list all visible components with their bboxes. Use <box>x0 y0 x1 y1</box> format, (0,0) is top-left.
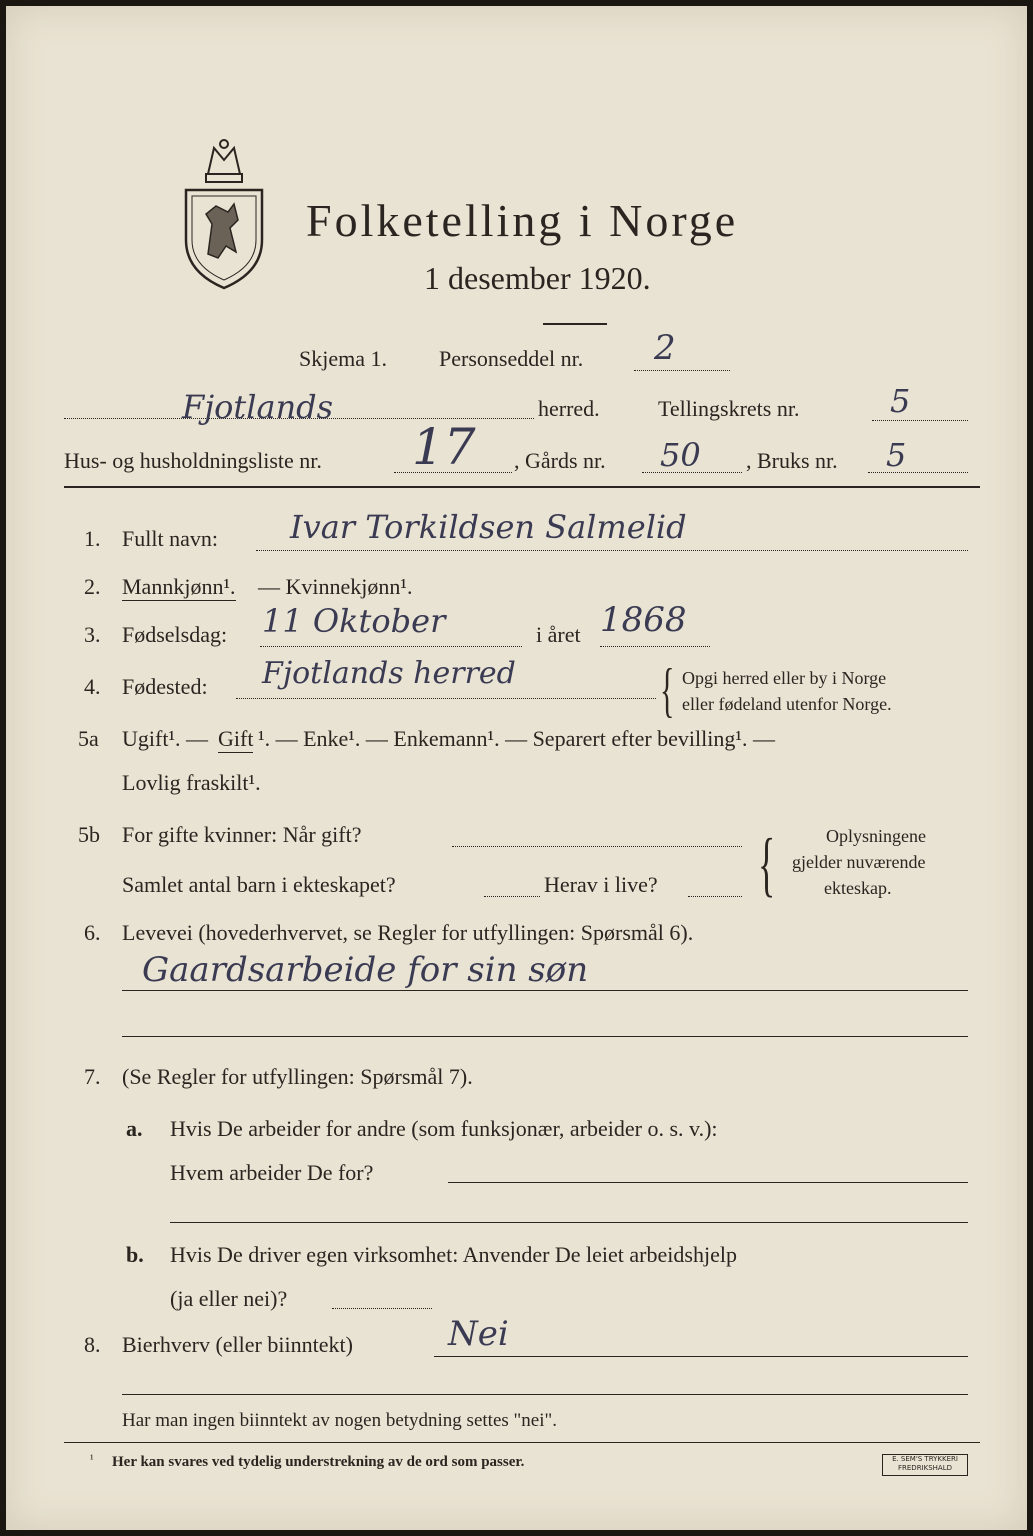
q7b-question: Hvis De driver egen virksomhet: Anvender De leiet arbeidshjelp <box>170 1242 737 1267</box>
q1-line <box>256 550 968 551</box>
personseddel-value: 2 <box>654 328 676 368</box>
q5b-note-line1: Oplysningene <box>826 826 926 846</box>
bruks-label: , Bruks nr. <box>746 448 838 473</box>
q3-label: Fødselsdag: <box>122 622 228 647</box>
tellingskrets-line <box>872 420 968 421</box>
q5b-brace: { <box>758 824 776 904</box>
q8-number: 8. <box>84 1332 101 1357</box>
schema-label: Skjema 1. <box>299 346 387 371</box>
q1-label: Fullt navn: <box>122 526 218 551</box>
tellingskrets-label: Tellingskrets nr. <box>658 396 800 421</box>
q5a-other-options: ¹. — Enke¹. — Enkemann¹. — Separert efter bevilling¹. — <box>258 726 775 751</box>
q4-value: Fjotlands herred <box>262 656 516 691</box>
q3-year-line <box>600 646 710 647</box>
q8-label: Bierhverv (eller biinntekt) <box>122 1332 353 1357</box>
q7-label: (Se Regler for utfyllingen: Spørsmål 7). <box>122 1064 473 1089</box>
header-separator <box>64 486 980 488</box>
q6-label: Levevei (hovederhvervet, se Regler for utfyllingen: Spørsmål 6). <box>122 920 694 945</box>
herred-value: Fjotlands <box>182 388 334 426</box>
q7a-employer-label: Hvem arbeider De for? <box>170 1160 374 1185</box>
q5b-number: 5b <box>78 822 100 847</box>
q7a-letter: a. <box>126 1116 143 1141</box>
q7a-question: Hvis De arbeider for andre (som funksjonær, arbeider o. s. v.): <box>170 1116 718 1141</box>
q7b-answer-line <box>332 1308 432 1309</box>
q6-line1 <box>122 990 968 991</box>
q3-line <box>260 646 522 647</box>
gards-label: , Gårds nr. <box>514 448 606 473</box>
q5a-gift-option: Gift <box>218 726 254 751</box>
q5a-ugift-option: Ugift¹. — <box>122 726 209 751</box>
personseddel-line <box>634 370 730 371</box>
q7b-answer-label: (ja eller nei)? <box>170 1286 288 1311</box>
q4-number: 4. <box>84 674 101 699</box>
title-divider <box>543 323 607 325</box>
footnote-mark: ¹ <box>90 1452 94 1466</box>
coat-of-arms-icon <box>178 134 270 294</box>
q4-brace: { <box>660 657 675 723</box>
q3-year-label: i året <box>536 622 581 647</box>
printer-stamp: E. SEM'S TRYKKERI FREDRIKSHALD <box>882 1454 968 1476</box>
q5b-alive-line <box>688 896 742 897</box>
form-title: Folketelling i Norge <box>306 195 739 246</box>
q2-male-option: Mannkjønn¹. <box>122 574 236 599</box>
footnote-text: Her kan svares ved tydelig understrekning av de ord som passer. <box>112 1454 525 1470</box>
q7a-extra-line <box>170 1222 968 1223</box>
bruks-line <box>868 472 968 473</box>
q5a-fraskilt-option: Lovlig fraskilt¹. <box>122 770 261 795</box>
q1-number: 1. <box>84 526 101 551</box>
q4-note-line1: Opgi herred eller by i Norge <box>682 668 887 688</box>
q6-line2 <box>122 1036 968 1037</box>
q6-number: 6. <box>84 920 101 945</box>
husholdningsliste-label: Hus- og husholdningsliste nr. <box>64 448 322 473</box>
husholdningsliste-value: 17 <box>412 418 476 476</box>
q2-female-option: — Kvinnekjønn¹. <box>258 574 413 599</box>
q5b-married-when: For gifte kvinner: Når gift? <box>122 822 362 847</box>
q8-extra-line <box>122 1394 968 1395</box>
tellingskrets-value: 5 <box>890 382 911 420</box>
q3-value: 11 Oktober <box>262 602 446 640</box>
q4-label: Fødested: <box>122 674 208 699</box>
q4-line <box>236 698 656 699</box>
q5b-children-line <box>484 896 540 897</box>
q7-number: 7. <box>84 1064 101 1089</box>
q5b-note-line3: ekteskap. <box>824 878 892 898</box>
census-form-page <box>6 6 1027 1530</box>
q2-number: 2. <box>84 574 101 599</box>
herred-label: herred. <box>538 396 600 421</box>
biinntekt-note: Har man ingen biinntekt av nogen betydning settes "nei". <box>122 1410 557 1431</box>
q1-value: Ivar Torkildsen Salmelid <box>290 508 687 546</box>
q8-line <box>434 1356 968 1357</box>
gards-value: 50 <box>660 436 701 474</box>
q5b-children-total: Samlet antal barn i ekteskapet? <box>122 872 396 897</box>
q3-number: 3. <box>84 622 101 647</box>
personseddel-label: Personseddel nr. <box>439 346 584 371</box>
q7b-letter: b. <box>126 1242 144 1267</box>
q5b-note-line2: gjelder nuværende <box>792 852 926 872</box>
q5b-married-line <box>452 846 742 847</box>
q5b-children-alive: Herav i live? <box>544 872 658 897</box>
q8-value: Nei <box>448 1314 509 1354</box>
footer-separator <box>64 1442 980 1443</box>
form-date: 1 desember 1920. <box>424 260 651 296</box>
q4-note-line2: eller fødeland utenfor Norge. <box>682 694 892 714</box>
q3-year-value: 1868 <box>600 600 687 640</box>
q6-value: Gaardsarbeide for sin søn <box>142 950 589 990</box>
bruks-value: 5 <box>886 436 907 474</box>
q7a-employer-line <box>448 1182 968 1183</box>
q5a-number: 5a <box>78 726 99 751</box>
